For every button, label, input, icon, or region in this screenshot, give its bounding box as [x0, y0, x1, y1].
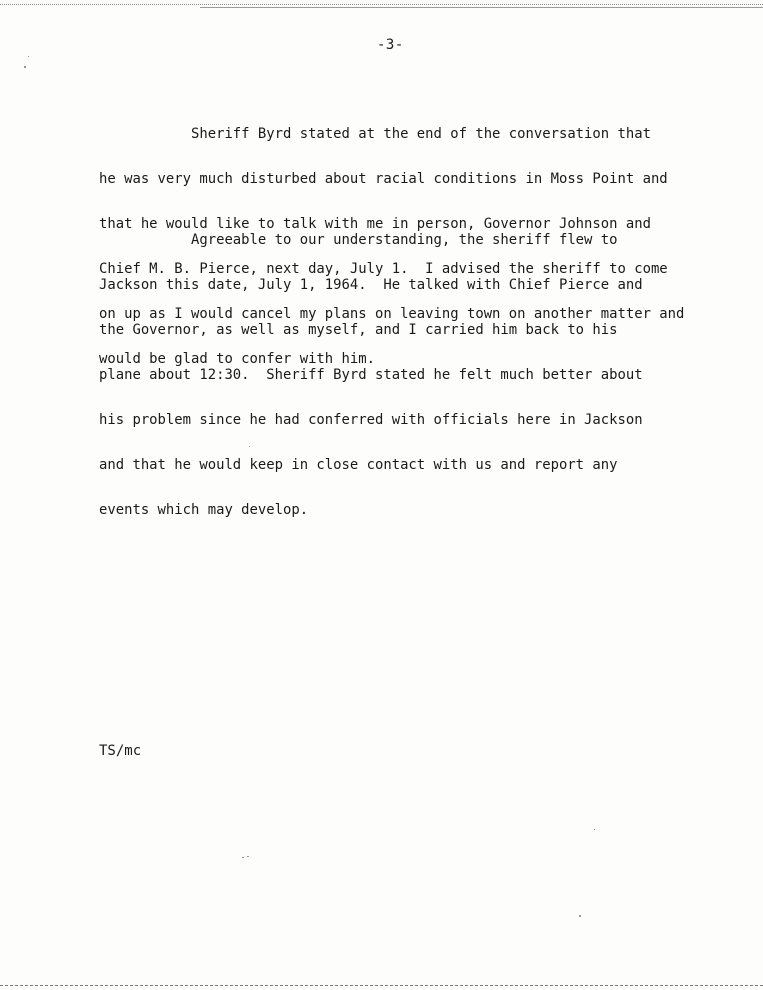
- typist-initials: TS/mc: [99, 743, 142, 759]
- paragraph-2-line-2: Jackson this date, July 1, 1964. He talked with Chief Pierce and: [99, 277, 643, 293]
- paragraph-2-line-3: the Governor, as well as myself, and I carried him back to his: [99, 322, 618, 338]
- paragraph-2-line-1: Agreeable to our understanding, the sheriff flew to: [99, 232, 618, 248]
- paragraph-2-line-7: events which may develop.: [99, 502, 309, 518]
- paragraph-2: [99, 203, 749, 548]
- paragraph-1-line-6: would be glad to confer with him.: [99, 351, 375, 367]
- scan-speck: [242, 857, 244, 858]
- top-edge-rule: [0, 4, 763, 5]
- scan-speck: [579, 915, 581, 917]
- paragraph-1-line-5: on up as I would cancel my plans on leaving town on another matter and: [99, 306, 685, 322]
- paragraph-2-line-4: plane about 12:30. Sheriff Byrd stated he felt much better about: [99, 367, 643, 383]
- paragraph-1-line-3: that he would like to talk with me in person, Governor Johnson and: [99, 216, 651, 232]
- scan-speck: [24, 66, 26, 68]
- scan-speck: [249, 446, 250, 447]
- scan-speck: [594, 829, 595, 830]
- bottom-edge-rule: [0, 985, 763, 986]
- page-number: -3-: [377, 37, 404, 53]
- scan-speck: [247, 856, 249, 857]
- paragraph-2-line-5: his problem since he had conferred with officials here in Jackson: [99, 412, 643, 428]
- paragraph-1-line-2: he was very much disturbed about racial conditions in Moss Point and: [99, 171, 668, 187]
- paragraph-2-line-6: and that he would keep in close contact with us and report any: [99, 457, 618, 473]
- top-edge-line: [200, 7, 763, 8]
- paragraph-1-line-4: Chief M. B. Pierce, next day, July 1. I advised the sheriff to come: [99, 261, 668, 277]
- scan-speck: [28, 56, 29, 57]
- paragraph-1-line-1: Sheriff Byrd stated at the end of the conversation that: [99, 126, 651, 142]
